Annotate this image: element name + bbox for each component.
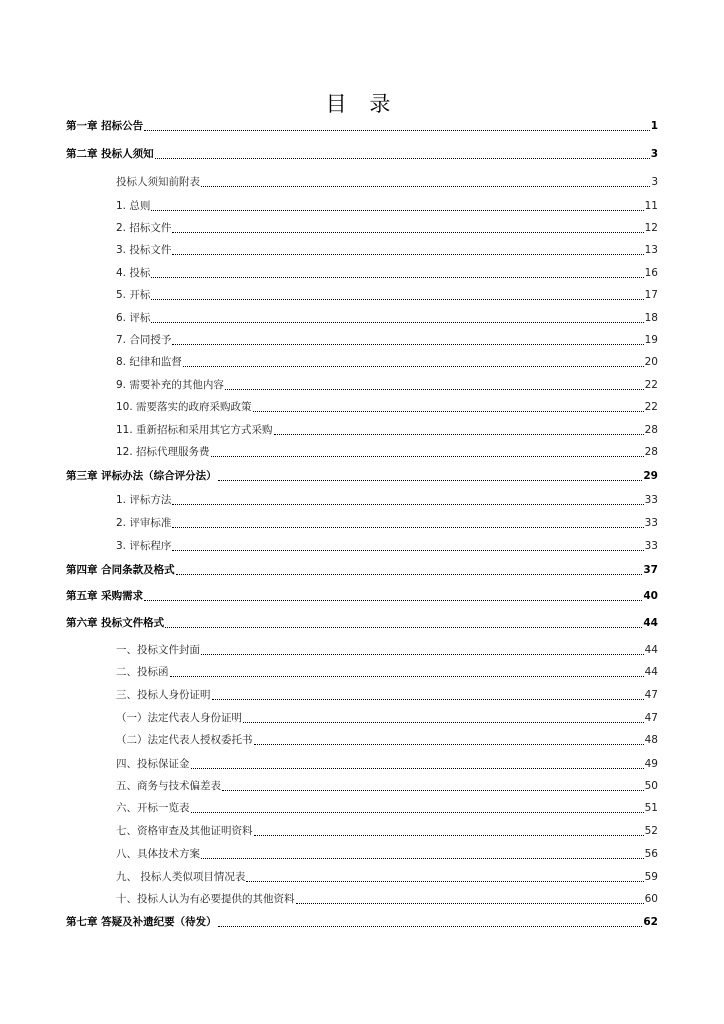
toc-chapter-entry[interactable]	[66, 468, 658, 484]
toc-entry-label: 第三章 评标办法（综合评分法）	[66, 470, 217, 482]
toc-entry-label: 二、投标函	[116, 666, 169, 678]
toc-page-number: 44	[644, 644, 658, 656]
toc-page-number: 22	[644, 401, 658, 413]
toc-page-number: 1	[650, 120, 658, 132]
toc-chapter-entry[interactable]	[66, 562, 658, 578]
toc-section-entry[interactable]	[116, 778, 658, 794]
toc-entry-label: 四、投标保证金	[116, 758, 190, 770]
toc-section-entry[interactable]	[116, 846, 658, 862]
toc-dot-leader	[211, 445, 644, 457]
toc-page-number: 29	[643, 470, 658, 482]
toc-entry-label: 七、资格审查及其他证明资料	[116, 825, 253, 837]
toc-entry-label: 2. 评审标准	[116, 517, 172, 529]
toc-dot-leader	[218, 915, 643, 927]
toc-entry-label: 第四章 合同条款及格式	[66, 564, 175, 576]
toc-dot-leader	[151, 199, 643, 211]
toc-page-number: 52	[644, 825, 658, 837]
toc-section-entry[interactable]	[116, 664, 658, 680]
toc-section-entry[interactable]	[116, 310, 658, 326]
toc-dot-leader	[274, 423, 644, 435]
toc-section-entry[interactable]	[116, 198, 658, 214]
toc-page-number: 44	[643, 617, 658, 629]
toc-entry-label: 第一章 招标公告	[66, 120, 144, 132]
toc-page-number: 40	[643, 590, 658, 602]
toc-section-entry[interactable]	[116, 891, 658, 907]
toc-entry-label: 六、开标一览表	[116, 802, 190, 814]
toc-dot-leader	[151, 311, 643, 323]
toc-entry-label: （二）法定代表人授权委托书	[116, 734, 253, 746]
toc-dot-leader	[170, 665, 644, 677]
toc-dot-leader	[253, 400, 644, 412]
toc-dot-leader	[254, 824, 644, 836]
toc-section-entry[interactable]	[116, 265, 658, 281]
toc-section-entry[interactable]	[116, 332, 658, 348]
toc-chapter-entry[interactable]	[66, 914, 658, 930]
toc-page-number: 16	[644, 267, 658, 279]
toc-section-entry[interactable]	[116, 732, 658, 748]
toc-entry-label: 1. 评标方法	[116, 494, 172, 506]
toc-page-number: 28	[644, 424, 658, 436]
toc-page-number: 18	[644, 312, 658, 324]
toc-dot-leader	[201, 643, 644, 655]
toc-page-number: 56	[644, 848, 658, 860]
toc-entry-label: 十、投标人认为有必要提供的其他资料	[116, 893, 295, 905]
toc-dot-leader	[212, 688, 644, 700]
toc-dot-leader	[155, 147, 650, 159]
toc-section-entry[interactable]	[116, 492, 658, 508]
toc-page-number: 48	[644, 734, 658, 746]
toc-page-number: 28	[644, 446, 658, 458]
toc-page-number: 3	[651, 176, 658, 188]
toc-dot-leader	[151, 266, 643, 278]
toc-section-entry[interactable]	[116, 377, 658, 393]
toc-dot-leader	[225, 378, 644, 390]
toc-page-number: 44	[644, 666, 658, 678]
toc-section-entry[interactable]	[116, 220, 658, 236]
toc-page-number: 11	[644, 200, 658, 212]
toc-dot-leader	[176, 563, 643, 575]
toc-entry-label: 2. 招标文件	[116, 222, 172, 234]
toc-page-number: 33	[644, 540, 658, 552]
toc-section-entry[interactable]	[116, 287, 658, 303]
toc-entry-label: 8. 纪律和监督	[116, 356, 182, 368]
toc-section-entry[interactable]	[116, 444, 658, 460]
toc-page-number: 33	[644, 517, 658, 529]
toc-dot-leader	[246, 870, 643, 882]
toc-dot-leader	[172, 516, 643, 528]
toc-dot-leader	[172, 221, 643, 233]
toc-dot-leader	[243, 711, 644, 723]
toc-entry-label: 4. 投标	[116, 267, 151, 279]
toc-dot-leader	[201, 175, 650, 187]
toc-entry-label: 7. 合同授予	[116, 334, 172, 346]
toc-page-number: 49	[644, 758, 658, 770]
toc-section-entry[interactable]	[116, 756, 658, 772]
toc-entry-label: 6. 评标	[116, 312, 151, 324]
toc-section-entry[interactable]	[116, 354, 658, 370]
toc-chapter-entry[interactable]	[66, 118, 658, 134]
toc-entry-label: 第六章 投标文件格式	[66, 617, 165, 629]
toc-entry-label: 第五章 采购需求	[66, 590, 144, 602]
toc-dot-leader	[191, 801, 644, 813]
toc-dot-leader	[222, 779, 644, 791]
toc-entry-label: 八、具体技术方案	[116, 848, 200, 860]
toc-dot-leader	[183, 355, 644, 367]
toc-section-entry[interactable]	[116, 869, 658, 885]
toc-page-number: 17	[644, 289, 658, 301]
toc-dot-leader	[218, 469, 643, 481]
toc-dot-leader	[191, 757, 644, 769]
page-title: 目 录	[325, 92, 399, 116]
toc-entry-label: 3. 投标文件	[116, 244, 172, 256]
toc-entry-label: 一、投标文件封面	[116, 644, 200, 656]
toc-entry-label: 5. 开标	[116, 289, 151, 301]
toc-dot-leader	[254, 733, 644, 745]
toc-entry-label: 3. 评标程序	[116, 540, 172, 552]
toc-section-entry[interactable]	[116, 642, 658, 658]
toc-page-number: 19	[644, 334, 658, 346]
toc-dot-leader	[172, 539, 643, 551]
toc-page-number: 20	[644, 356, 658, 368]
toc-section-entry[interactable]	[116, 710, 658, 726]
toc-section-entry[interactable]	[116, 687, 658, 703]
toc-dot-leader	[296, 892, 644, 904]
toc-entry-label: 五、商务与技术偏差表	[116, 780, 221, 792]
toc-entry-label: 9. 需要补充的其他内容	[116, 379, 224, 391]
toc-section-entry[interactable]	[116, 515, 658, 531]
toc-page-number: 59	[644, 871, 658, 883]
toc-entry-label: 12. 招标代理服务费	[116, 446, 210, 458]
toc-page-number: 47	[644, 712, 658, 724]
toc-chapter-entry[interactable]	[66, 615, 658, 631]
toc-entry-label: 投标人须知前附表	[116, 176, 200, 188]
toc-section-entry[interactable]	[116, 538, 658, 554]
toc-chapter-entry[interactable]	[66, 588, 658, 604]
toc-section-entry[interactable]	[116, 174, 658, 190]
toc-dot-leader	[165, 616, 642, 628]
toc-chapter-entry[interactable]	[66, 146, 658, 162]
toc-dot-leader	[151, 288, 643, 300]
toc-page-number: 13	[644, 244, 658, 256]
toc-page-number: 3	[650, 148, 658, 160]
toc-page-number: 47	[644, 689, 658, 701]
toc-page-number: 50	[644, 780, 658, 792]
toc-entry-label: 11. 重新招标和采用其它方式采购	[116, 424, 273, 436]
toc-page-number: 37	[643, 564, 658, 576]
toc-entry-label: 第二章 投标人须知	[66, 148, 154, 160]
toc-page-number: 51	[644, 802, 658, 814]
toc-section-entry[interactable]	[116, 399, 658, 415]
toc-entry-label: （一）法定代表人身份证明	[116, 712, 242, 724]
toc-entry-label: 1. 总则	[116, 200, 151, 212]
toc-section-entry[interactable]	[116, 422, 658, 438]
toc-dot-leader	[144, 589, 642, 601]
toc-page-number: 22	[644, 379, 658, 391]
toc-dot-leader	[201, 847, 644, 859]
toc-section-entry[interactable]	[116, 242, 658, 258]
toc-entry-label: 10. 需要落实的政府采购政策	[116, 401, 252, 413]
toc-entry-label: 三、投标人身份证明	[116, 689, 211, 701]
toc-entry-label: 九、 投标人类似项目情况表	[116, 871, 246, 883]
toc-dot-leader	[172, 333, 643, 345]
toc-section-entry[interactable]	[116, 823, 658, 839]
toc-entry-label: 第七章 答疑及补遗纪要（待发）	[66, 916, 217, 928]
toc-page-number: 62	[643, 916, 658, 928]
toc-page-number: 33	[644, 494, 658, 506]
toc-section-entry[interactable]	[116, 800, 658, 816]
toc-dot-leader	[172, 243, 643, 255]
toc-dot-leader	[172, 493, 643, 505]
toc-dot-leader	[144, 119, 650, 131]
toc-page-number: 12	[644, 222, 658, 234]
toc-page-number: 60	[644, 893, 658, 905]
